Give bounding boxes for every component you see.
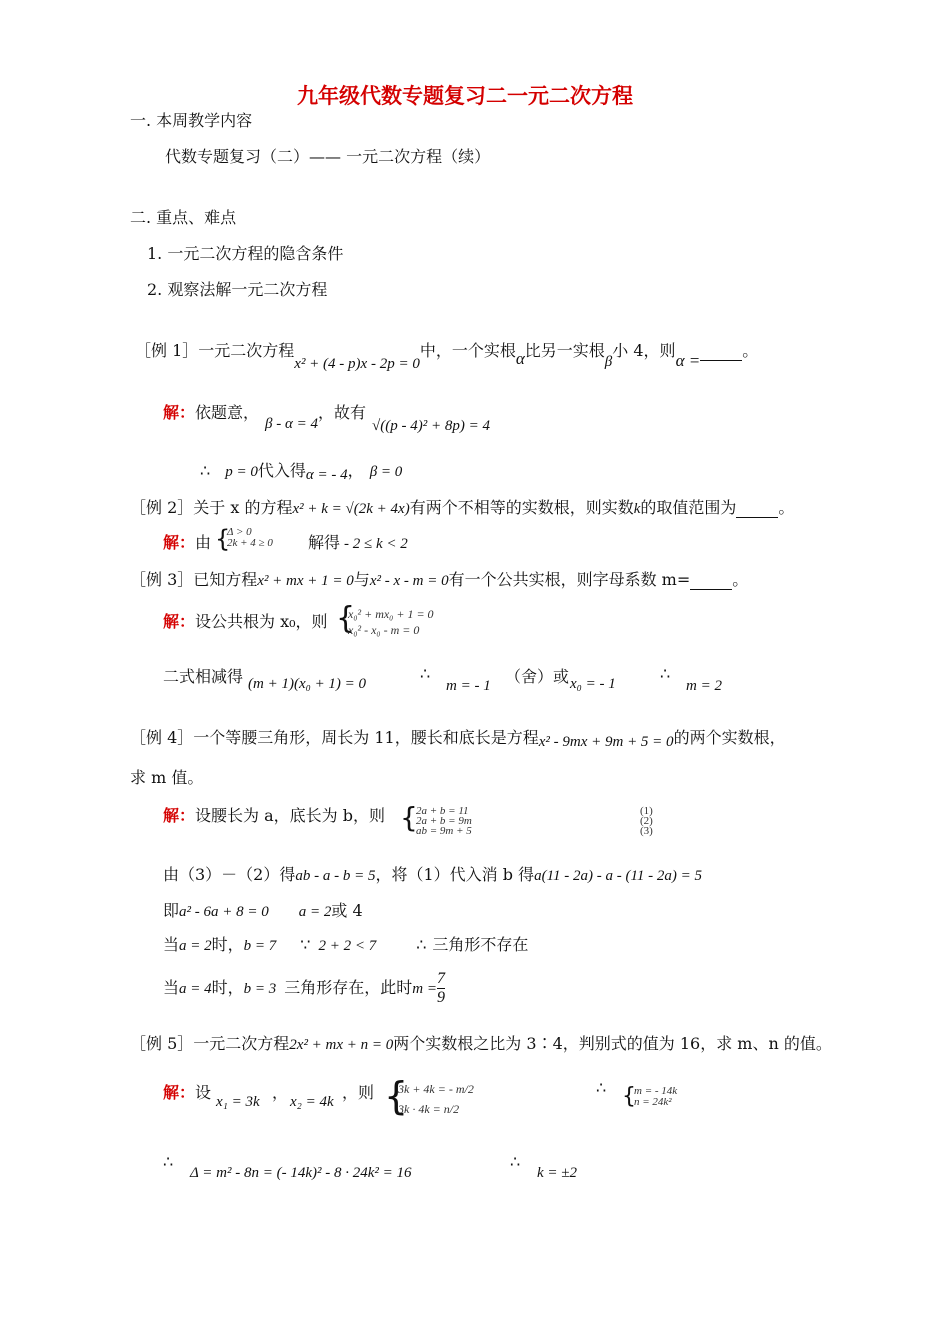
left-brace: {: [336, 601, 356, 636]
left-brace: {: [384, 1074, 409, 1118]
answer-blank: [700, 348, 742, 361]
example-2-solution: [163, 530, 211, 553]
step-equation-2: a = 2: [298, 904, 332, 920]
example-4-case-1: [163, 932, 528, 955]
solution-equation: β - α = 4: [265, 416, 318, 432]
conclusion-equation-3: β = 0: [369, 464, 403, 480]
fraction-denominator: 9: [437, 989, 446, 1006]
therefore-symbol: ∴: [510, 1152, 521, 1171]
example-1-prefix: ［例 1］一元二次方程: [135, 341, 295, 360]
example-3-text-2: 有一个公共实根，则字母系数 m=: [448, 570, 691, 589]
system-equations: [348, 606, 434, 638]
section-heading-key-points: 二. 重点、难点: [130, 208, 237, 227]
example-1-conclusion: [200, 458, 402, 481]
example-4-prefix: ［例 4］一个等腰三角形，周长为 11，腰长和底长是方程: [130, 728, 539, 747]
solution-text: 设: [195, 1083, 212, 1102]
system-equation-3: ab = 9m + 5: [416, 825, 472, 837]
step-or: 或 4: [331, 901, 363, 920]
example-1-solution: [163, 400, 490, 434]
example-5-root-2: x₂ = 4k: [290, 1094, 334, 1110]
solution-label: 解：: [163, 806, 196, 825]
example-4-end: 的两个实数根，: [673, 728, 786, 747]
system-equation-1: x₀² + mx₀ + 1 = 0: [348, 607, 434, 621]
solution-text-2: 解得: [308, 533, 341, 552]
example-4-solution: [163, 803, 385, 826]
example-2-text-2: 的取值范围为: [640, 498, 737, 517]
solution-label: 解：: [163, 403, 196, 422]
case-text: 当: [163, 935, 180, 954]
example-5-sep: ，: [272, 1083, 289, 1102]
example-5-root-1: x₁ = 3k: [216, 1094, 260, 1110]
solution-text-2: ，故有: [318, 403, 367, 422]
example-5-question: [130, 1031, 832, 1054]
example-3-factored: (m + 1)(x₀ + 1) = 0: [248, 676, 367, 692]
therefore-symbol: ∴: [420, 664, 431, 683]
system-number-2: (2): [640, 815, 653, 827]
page-title: 九年级代数专题复习二一元二次方程: [297, 83, 633, 108]
case-text: 当: [163, 978, 180, 997]
system-equations: [227, 527, 273, 549]
section-content-text: 代数专题复习（二）—— 一元二次方程（续）: [165, 147, 491, 166]
system-equation-4: n = 24k²: [634, 1096, 672, 1108]
case-equation-2: b = 7: [243, 938, 277, 954]
example-1-answer-label: α =: [675, 351, 701, 370]
example-3-end: 。: [732, 570, 749, 589]
example-5-prefix: ［例 5］一元二次方程: [130, 1034, 290, 1053]
solution-label: 解：: [163, 533, 196, 552]
example-4-question-2: 求 m 值。: [130, 768, 204, 787]
example-1-text: 中，一个实根: [419, 341, 516, 360]
example-4-question: [130, 725, 786, 748]
step-text: 由（3）－（2）得: [163, 865, 296, 884]
system-equation-2: x₀² - x₀ - m = 0: [348, 623, 420, 637]
example-3-m-value: m = - 1: [446, 678, 491, 694]
conclusion-sep: ，: [347, 461, 364, 480]
case-text-2: 时，: [211, 935, 244, 954]
example-3-root: x₀ = - 1: [570, 676, 616, 692]
case-equation-3: 2 + 2 < 7: [318, 938, 377, 954]
fraction-7-9: [437, 970, 445, 1007]
fraction-numerator: 7: [437, 970, 446, 987]
therefore-symbol: ∴: [660, 664, 671, 683]
case-conclusion: 三角形不存在: [432, 935, 529, 954]
step-equation-2: a(11 - 2a) - a - (11 - 2a) = 5: [534, 868, 702, 884]
example-1-equation: x² + (4 - p)x - 2p = 0: [294, 356, 420, 372]
solution-text: 依题意，: [195, 403, 260, 422]
case-m-label: m =: [412, 981, 438, 997]
example-2-end: 。: [778, 498, 795, 517]
key-point-1: 1. 一元二次方程的隐含条件: [147, 244, 344, 263]
example-3-text: 与: [353, 570, 370, 589]
example-4-case-2: [163, 970, 445, 1007]
example-2-result: [308, 530, 408, 553]
example-1-question: [135, 338, 759, 372]
case-equation: a = 2: [179, 938, 212, 954]
system-equations: [634, 1086, 677, 1108]
system-equation-2: 2k + 4 ≥ 0: [227, 537, 273, 549]
therefore-symbol: ∴: [163, 1152, 174, 1171]
system-number-3: (3): [640, 825, 653, 837]
step-text: 即: [163, 901, 180, 920]
case-text-2: 时，: [211, 978, 244, 997]
system-equation-2: 2a + b = 9m: [416, 815, 472, 827]
solution-label: 解：: [163, 1083, 196, 1102]
left-brace: {: [400, 801, 418, 834]
left-brace: {: [215, 525, 231, 553]
example-2-equation: x² + k = √(2k + 4x): [292, 501, 410, 517]
example-5-end: 两个实数根之比为 3∶4，判别式的值为 16，求 m、n 的值。: [393, 1034, 832, 1053]
solution-text: 设公共根为 x₀，则: [195, 612, 328, 631]
example-3-solution: [163, 609, 328, 632]
example-5-discriminant: Δ = m² - 8n = (- 14k)² - 8 · 24k² = 16: [190, 1165, 412, 1181]
step-equation: ab - a - b = 5: [295, 868, 376, 884]
system-equation-2: 3k · 4k = n/2: [398, 1102, 460, 1116]
example-2-text: 有两个不相等的实数根，则实数: [409, 498, 634, 517]
example-3-question: [130, 567, 748, 590]
example-3-prefix: ［例 3］已知方程: [130, 570, 258, 589]
system-equations: [416, 806, 472, 836]
example-5-solution: [163, 1080, 211, 1103]
example-2-prefix: ［例 2］关于 x 的方程: [130, 498, 293, 517]
step-text-2: ，将（1）代入消 b 得: [375, 865, 535, 884]
conclusion-equation: p = 0: [225, 464, 258, 480]
example-5-then: ，则: [342, 1083, 375, 1102]
k-variable: k: [633, 501, 641, 517]
case-conclusion: 三角形存在，此时: [284, 978, 413, 997]
because-symbol: ∵: [300, 935, 311, 954]
example-4-step-2: [163, 898, 363, 921]
example-2-question: [130, 495, 794, 518]
example-3-answer: m = 2: [686, 678, 722, 694]
therefore-symbol: ∴: [200, 461, 211, 480]
beta-symbol: β: [604, 354, 613, 370]
left-brace: {: [622, 1084, 636, 1109]
solution-equation: - 2 ≤ k < 2: [344, 536, 408, 552]
solution-label: 解：: [163, 612, 196, 631]
example-3-subtract-text: 二式相减得: [163, 667, 244, 686]
case-equation: a = 4: [179, 981, 212, 997]
example-5-equation: 2x² + mx + n = 0: [289, 1037, 394, 1053]
example-4-equation: x² - 9mx + 9m + 5 = 0: [538, 734, 674, 750]
system-equation-3: m = - 14k: [634, 1085, 678, 1097]
solution-equation-2: √((p - 4)² + 8p) = 4: [372, 418, 490, 434]
case-equation-2: b = 3: [243, 981, 277, 997]
system-equations: [398, 1079, 474, 1119]
key-point-2: 2. 观察法解一元二次方程: [147, 280, 328, 299]
system-equation-1: 3k + 4k = - m/2: [398, 1082, 474, 1096]
system-equation-1: 2a + b = 11: [416, 805, 469, 817]
system-numbers: [640, 806, 653, 836]
example-3-rejected: （舍）或: [505, 667, 570, 686]
answer-blank: [736, 505, 778, 518]
example-1-text-3: 小 4，则: [612, 341, 676, 360]
therefore-symbol: ∴: [596, 1078, 607, 1097]
system-equation-1: Δ > 0: [227, 526, 252, 538]
example-3-equation-2: x² - x - m = 0: [369, 573, 449, 589]
step-equation: a² - 6a + 8 = 0: [179, 904, 269, 920]
example-3-equation-1: x² + mx + 1 = 0: [257, 573, 354, 589]
example-5-k-value: k = ±2: [537, 1165, 578, 1181]
answer-blank: [690, 577, 732, 590]
alpha-symbol: α: [515, 349, 525, 368]
section-heading-content: 一. 本周教学内容: [130, 111, 253, 130]
solution-text: 设腰长为 a，底长为 b，则: [195, 806, 385, 825]
therefore-symbol: ∴: [416, 935, 427, 954]
example-4-step-1: [163, 862, 702, 885]
system-number-1: (1): [640, 805, 653, 817]
example-1-end: 。: [742, 341, 759, 360]
conclusion-text: 代入得: [257, 461, 306, 480]
example-1-text-2: 比另一实根: [524, 341, 605, 360]
solution-text: 由: [195, 533, 212, 552]
conclusion-equation-2: α = - 4: [305, 467, 348, 483]
